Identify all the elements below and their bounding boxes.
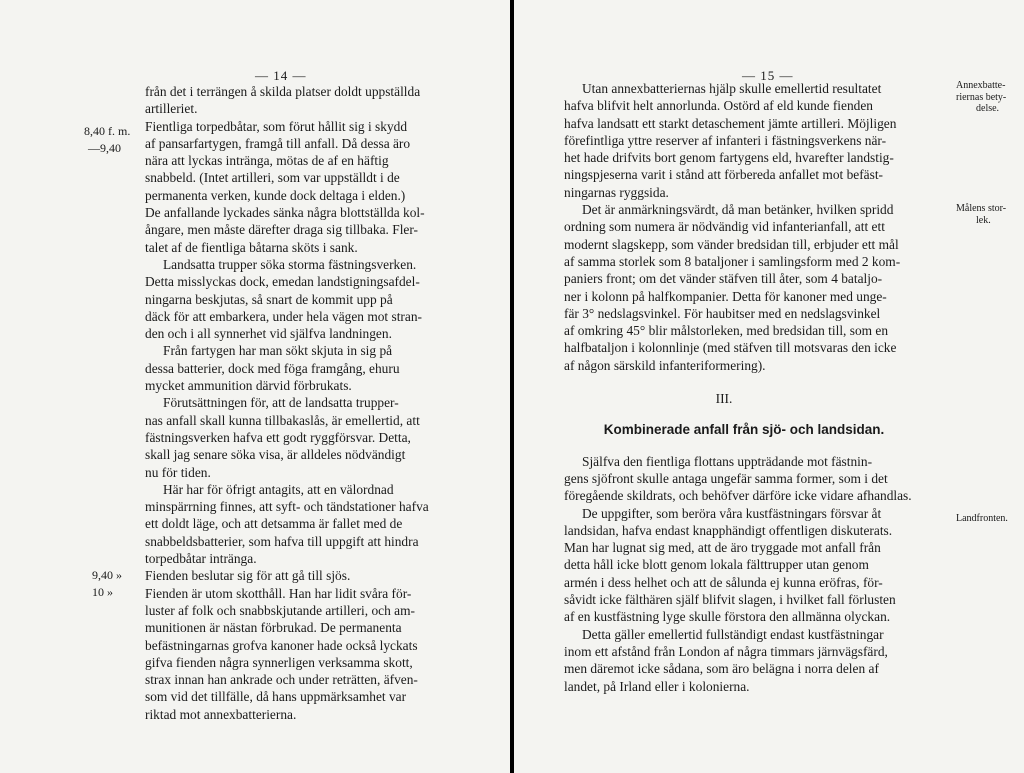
left-text-column (145, 83, 480, 723)
section-title: Kombinerade anfall från sjö- och landsidan. (603, 422, 885, 438)
text-line: het hade drifvits bort genom fartygens eld, hvarefter landstig- (564, 150, 894, 166)
text-line: befästningarnas grofva kanoner hade också lyckats (145, 637, 418, 653)
text-line: permanenta verken, kunde dock deltaga i elden.) (145, 187, 406, 203)
side-note-line: Annexbatte- (956, 80, 1006, 91)
text-line: af pansarfartygen, framgå till anfall. Då dessa äro (145, 135, 411, 151)
text-line: gifva fienden några synnerligen verksamma skott, (145, 654, 413, 670)
text-line: nu för tiden. (145, 464, 211, 480)
spacer (564, 374, 944, 388)
text-line: den och i all synnerhet vid själfva landningen. (145, 326, 392, 342)
side-note-line: Landfronten. (956, 513, 1008, 524)
text-line: hafva landsatt ett starkt detaschement jämte artilleri. Möjligen (564, 115, 897, 131)
text-line: hafva blifvit helt annorlunda. Ostörd af eld kunde fienden (564, 98, 874, 114)
text-line: af en kustfästning lyge skulle förstora den allmänna olyckan. (564, 609, 891, 625)
text-line: armén i dess helhet och att de sålunda ej kunna eröfras, för- (564, 574, 883, 590)
text-line: De uppgifter, som beröra våra kustfästningars försvar åt (582, 505, 882, 521)
section-number: III. (715, 391, 733, 407)
text-line: af omkring 45° blir målstorleken, med bredsidan till, som en (564, 323, 889, 339)
text-line: Fienden är utom skotthåll. Han har lidit svåra för- (145, 585, 412, 601)
margin-time-note: 8,40 f. m. (84, 124, 131, 138)
text-line: ordning som numera är nödvändig vid infanterianfall, att ett (564, 219, 885, 235)
text-line: Förutsättningen för, att de landsatta trupper- (163, 395, 399, 411)
text-line: föregående skildrats, och behöfver därföre icke vidare afhandlas. (564, 488, 912, 504)
text-line: Utan annexbatteriernas hjälp skulle emellertid resultatet (582, 81, 882, 96)
text-line: ningarna beskjutas, så snart de kommit upp på (145, 291, 393, 307)
spacer (564, 439, 944, 453)
text-line: paniers front; om det vänder stäfven till åter, som 4 bataljo- (564, 271, 883, 287)
text-line: nära att lyckas intränga, mötas de af en häftig (145, 153, 389, 169)
side-note-line: delse. (976, 103, 1000, 114)
text-line: inom ett afstånd från London af några timmars järnvägsfärd, (564, 643, 888, 659)
text-line: ningarnas ryggsida. (564, 184, 669, 200)
text-line: ångare, men måste därefter draga sig tillbaka. Fler- (145, 222, 419, 238)
side-note-line: riernas bety- (956, 91, 1007, 103)
text-line: Man har lugnat sig med, att de äro tryggade mot anfall från (564, 540, 881, 556)
text-line: skall jag senare söka visa, är alldeles nödvändigt (145, 447, 406, 463)
text-line: Landsatta trupper söka storma fästningsverken. (163, 256, 417, 272)
text-line: snabbeldsbatterier, som hafva till uppgift att hindra (145, 533, 419, 549)
text-line: Fienden beslutar sig för att gå till sjös. (145, 568, 351, 584)
text-line: af någon särskild infanteriformering). (564, 357, 766, 373)
text-line: ner i kolonn på halfkompanier. Detta för kanoner med unge- (564, 288, 887, 304)
text-line: De anfallande lyckades sänka några blottställda kol- (145, 205, 425, 221)
text-line: fästningsverken hafva ett godt ryggförsvar. Detta, (145, 429, 411, 445)
text-line: strax innan han ankrade och under reträtten, äfven- (145, 672, 418, 688)
right-page (514, 0, 1024, 773)
text-line: Det är anmärkningsvärdt, då man betänker, hvilken spridd (582, 202, 894, 218)
text-line: såvidt icke fälthären själf blifvit slagen, i hvilket fall förlusten (564, 592, 896, 608)
margin-time-note: 10 » (92, 585, 113, 599)
spacer (564, 407, 944, 421)
text-line: minspärrning finnes, att syft- och tändstationer hafva (145, 499, 429, 515)
text-line: af samma storlek som 8 bataljoner i samlingsform med 2 kom- (564, 253, 901, 269)
text-line: nas anfall skall kunna tillbakaslås, är emellertid, att (145, 412, 420, 428)
text-line: Själfva den fientliga flottans uppträdande mot fästnin- (582, 453, 873, 469)
text-line: fär 3° nedslagsvinkel. För haubitser med en nedslagsvinkel (564, 305, 881, 321)
margin-time-note: —9,40 (88, 141, 121, 155)
text-line: men däremot icke sådana, som äro belägna i norra delen af (564, 661, 879, 677)
page-number: — 15 — (742, 68, 794, 83)
side-note-line: lek. (976, 214, 991, 226)
text-line: torpedbåtar intränga. (145, 551, 257, 567)
text-line: detta håll icke blott genom lokala fälttrupper utan genom (564, 557, 869, 573)
text-line: artilleriet. (145, 101, 198, 117)
text-line: landsidan, hafva endast knapphändigt offentligen diskuterats. (564, 522, 893, 538)
side-note-line: Målens stor- (956, 203, 1007, 214)
text-line: Från fartygen har man sökt skjuta in sig på (163, 343, 393, 359)
page-number: — 14 — (255, 68, 307, 83)
text-line: mycket ammunition därvid förbrukats. (145, 378, 352, 394)
text-line: som vid det tillfälle, då hans uppmärksamhet var (145, 689, 407, 705)
text-line: landet, på Irland eller i kolonierna. (564, 678, 750, 694)
text-line: modernt slagskepp, som vänder bredsidan till, erbjuder ett mål (564, 236, 899, 252)
text-line: talet af de fientliga båtarna sköts i sank. (145, 239, 358, 255)
text-line: från det i terrängen å skilda platser doldt uppställda (145, 84, 421, 99)
text-line: dessa batterier, dock med föga framgång, ehuru (145, 360, 400, 376)
text-line: förefintliga yttre reserver af infanteri i fästningsverkens när- (564, 132, 887, 148)
side-note (956, 80, 1006, 115)
text-line: ningspjeserna varit i stånd att förbereda anfallet mot befäst- (564, 167, 884, 183)
margin-time-note: 9,40 » (92, 568, 122, 582)
text-line: gens sjöfront skulle antaga ungefär samma former, som i det (564, 470, 888, 486)
text-line: Här har för öfrigt antagits, att en välordnad (163, 481, 394, 497)
text-line: Detta misslyckas dock, emedan landstigningsafdel- (145, 274, 420, 290)
text-line: Detta gäller emellertid fullständigt endast kustfästningar (582, 626, 884, 642)
text-line: snabbeld. (Intet artilleri, som var uppställdt i de (145, 170, 400, 186)
left-page (0, 0, 510, 773)
text-line: riktad mot annexbatterierna. (145, 706, 297, 722)
text-line: ett doldt läge, och att detsamma är fallet med de (145, 516, 403, 532)
text-line: Fientliga torpedbåtar, som förut hållit sig i skydd (145, 118, 408, 134)
text-line: munitionen är nästan förbrukad. De permanenta (145, 620, 402, 636)
right-text-column (564, 80, 944, 695)
text-line: halfbataljon i kolonnlinje (med stäfven till motsvaras den icke (564, 340, 897, 356)
side-note (956, 203, 1006, 226)
side-note (956, 513, 1008, 525)
text-line: luster af folk och snabbskjutande artilleri, och am- (145, 602, 415, 618)
text-line: däck för att embarkera, under hela vägen mot stran- (145, 308, 422, 324)
